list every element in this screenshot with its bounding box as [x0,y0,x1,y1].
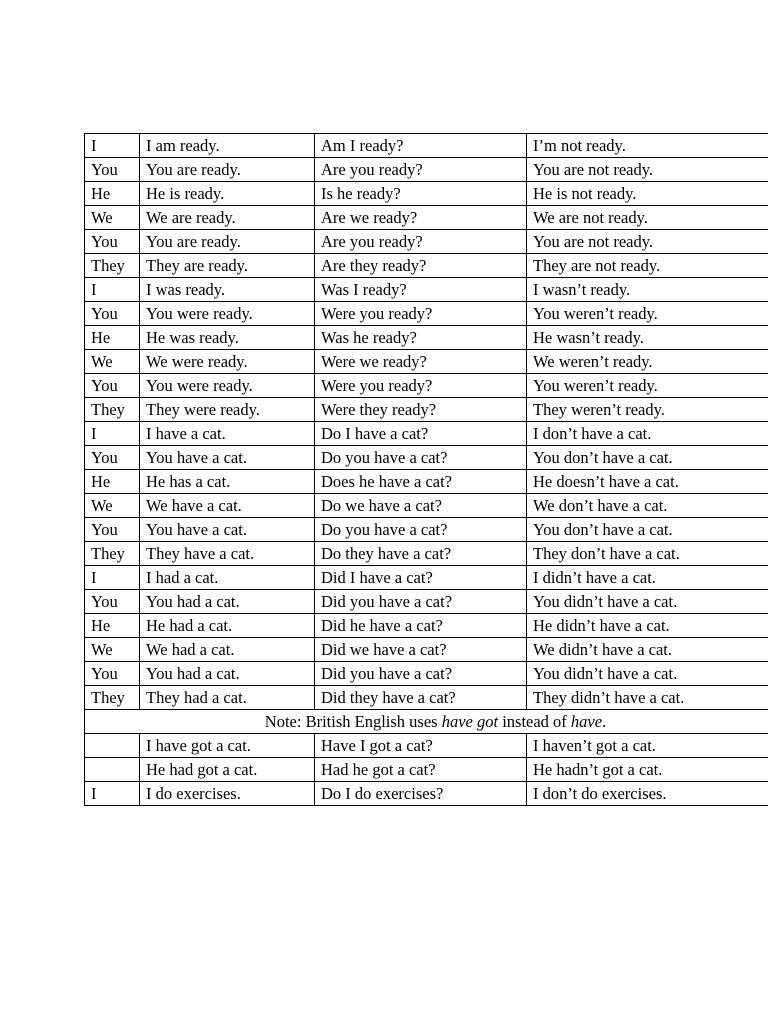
affirmative-cell: You were ready. [140,374,315,398]
affirmative-cell: You were ready. [140,302,315,326]
table-row [85,326,768,350]
table-row [85,374,768,398]
negative-cell: He wasn’t ready. [527,326,768,350]
negative-cell: I’m not ready. [527,134,768,158]
question-cell: Had he got a cat? [315,758,527,782]
table-row [85,614,768,638]
table-row [85,134,768,158]
table-row [85,662,768,686]
grammar-table [84,133,768,806]
table-row [85,734,768,758]
negative-cell: You don’t have a cat. [527,446,768,470]
question-cell: Does he have a cat? [315,470,527,494]
table-row [85,638,768,662]
pronoun-cell: I [85,278,140,302]
table-row [85,182,768,206]
pronoun-cell: They [85,686,140,710]
pronoun-cell: You [85,302,140,326]
table-row [85,350,768,374]
pronoun-cell: We [85,206,140,230]
pronoun-cell: He [85,326,140,350]
question-cell: Was I ready? [315,278,527,302]
question-cell: Did they have a cat? [315,686,527,710]
note-prefix: Note: British English uses [264,712,442,731]
pronoun-cell: We [85,638,140,662]
negative-cell: He didn’t have a cat. [527,614,768,638]
affirmative-cell: I do exercises. [140,782,315,806]
negative-cell: He doesn’t have a cat. [527,470,768,494]
note-middle: instead of [498,712,571,731]
affirmative-cell: I have got a cat. [140,734,315,758]
note-italic-have: have [570,712,603,731]
pronoun-cell: He [85,470,140,494]
note-section [85,710,768,734]
pronoun-cell: We [85,494,140,518]
affirmative-cell: He is ready. [140,182,315,206]
pronoun-cell: They [85,254,140,278]
negative-cell: We weren’t ready. [527,350,768,374]
negative-cell: He is not ready. [527,182,768,206]
question-cell: Did you have a cat? [315,662,527,686]
question-cell: Were they ready? [315,398,527,422]
negative-cell: You didn’t have a cat. [527,590,768,614]
table-row [85,398,768,422]
affirmative-cell: He was ready. [140,326,315,350]
pronoun-cell: I [85,566,140,590]
affirmative-cell: He has a cat. [140,470,315,494]
affirmative-cell: I have a cat. [140,422,315,446]
table-row [85,446,768,470]
affirmative-cell: We had a cat. [140,638,315,662]
table-row [85,494,768,518]
pronoun-cell: We [85,350,140,374]
negative-cell: I wasn’t ready. [527,278,768,302]
negative-cell: They didn’t have a cat. [527,686,768,710]
pronoun-cell: You [85,230,140,254]
affirmative-cell: We are ready. [140,206,315,230]
affirmative-cell: You are ready. [140,230,315,254]
affirmative-cell: They were ready. [140,398,315,422]
question-cell: Am I ready? [315,134,527,158]
affirmative-cell: We were ready. [140,350,315,374]
pronoun-cell: I [85,134,140,158]
question-cell: Have I got a cat? [315,734,527,758]
affirmative-cell: You had a cat. [140,590,315,614]
question-cell: Were we ready? [315,350,527,374]
table-row [85,302,768,326]
question-cell: Did he have a cat? [315,614,527,638]
question-cell: Did you have a cat? [315,590,527,614]
table-row [85,542,768,566]
negative-cell: You weren’t ready. [527,374,768,398]
note-suffix: . [602,712,607,731]
affirmative-cell: You are ready. [140,158,315,182]
negative-cell: They don’t have a cat. [527,542,768,566]
affirmative-cell: I was ready. [140,278,315,302]
affirmative-cell: They are ready. [140,254,315,278]
question-cell: Do I have a cat? [315,422,527,446]
table-row [85,758,768,782]
pronoun-cell: You [85,518,140,542]
negative-cell: We are not ready. [527,206,768,230]
affirmative-cell: He had got a cat. [140,758,315,782]
pronoun-cell: They [85,398,140,422]
pronoun-cell: You [85,590,140,614]
pronoun-cell: I [85,782,140,806]
note-row [85,710,768,734]
table-row [85,782,768,806]
note-italic-have-got: have got [441,712,499,731]
question-cell: Was he ready? [315,326,527,350]
question-cell: Did we have a cat? [315,638,527,662]
question-cell: Are they ready? [315,254,527,278]
affirmative-cell: I had a cat. [140,566,315,590]
question-cell: Do I do exercises? [315,782,527,806]
negative-cell: You didn’t have a cat. [527,662,768,686]
pronoun-cell [85,758,140,782]
table-body [85,134,768,710]
affirmative-cell: We have a cat. [140,494,315,518]
negative-cell: I haven’t got a cat. [527,734,768,758]
table-row [85,590,768,614]
question-cell: Did I have a cat? [315,566,527,590]
question-cell: Do you have a cat? [315,446,527,470]
affirmative-cell: I am ready. [140,134,315,158]
negative-cell: He hadn’t got a cat. [527,758,768,782]
affirmative-cell: They had a cat. [140,686,315,710]
question-cell: Is he ready? [315,182,527,206]
pronoun-cell [85,734,140,758]
pronoun-cell: You [85,446,140,470]
negative-cell: I don’t have a cat. [527,422,768,446]
affirmative-cell: You have a cat. [140,446,315,470]
question-cell: Do you have a cat? [315,518,527,542]
negative-cell: We didn’t have a cat. [527,638,768,662]
pronoun-cell: You [85,662,140,686]
table-body-after-note [85,734,768,806]
question-cell: Do we have a cat? [315,494,527,518]
negative-cell: We don’t have a cat. [527,494,768,518]
negative-cell: They weren’t ready. [527,398,768,422]
negative-cell: You don’t have a cat. [527,518,768,542]
table-row [85,158,768,182]
pronoun-cell: He [85,614,140,638]
negative-cell: I don’t do exercises. [527,782,768,806]
pronoun-cell: You [85,374,140,398]
table-row [85,230,768,254]
table-row [85,422,768,446]
note-cell [85,710,768,734]
table-row [85,470,768,494]
negative-cell: You weren’t ready. [527,302,768,326]
table-row [85,518,768,542]
question-cell: Were you ready? [315,374,527,398]
pronoun-cell: I [85,422,140,446]
negative-cell: They are not ready. [527,254,768,278]
question-cell: Are you ready? [315,158,527,182]
negative-cell: You are not ready. [527,230,768,254]
question-cell: Were you ready? [315,302,527,326]
pronoun-cell: He [85,182,140,206]
question-cell: Are we ready? [315,206,527,230]
pronoun-cell: They [85,542,140,566]
affirmative-cell: You have a cat. [140,518,315,542]
question-cell: Are you ready? [315,230,527,254]
question-cell: Do they have a cat? [315,542,527,566]
negative-cell: I didn’t have a cat. [527,566,768,590]
affirmative-cell: They have a cat. [140,542,315,566]
affirmative-cell: You had a cat. [140,662,315,686]
table-row [85,686,768,710]
pronoun-cell: You [85,158,140,182]
table-row [85,278,768,302]
table-row [85,566,768,590]
table-row [85,206,768,230]
table-row [85,254,768,278]
negative-cell: You are not ready. [527,158,768,182]
affirmative-cell: He had a cat. [140,614,315,638]
